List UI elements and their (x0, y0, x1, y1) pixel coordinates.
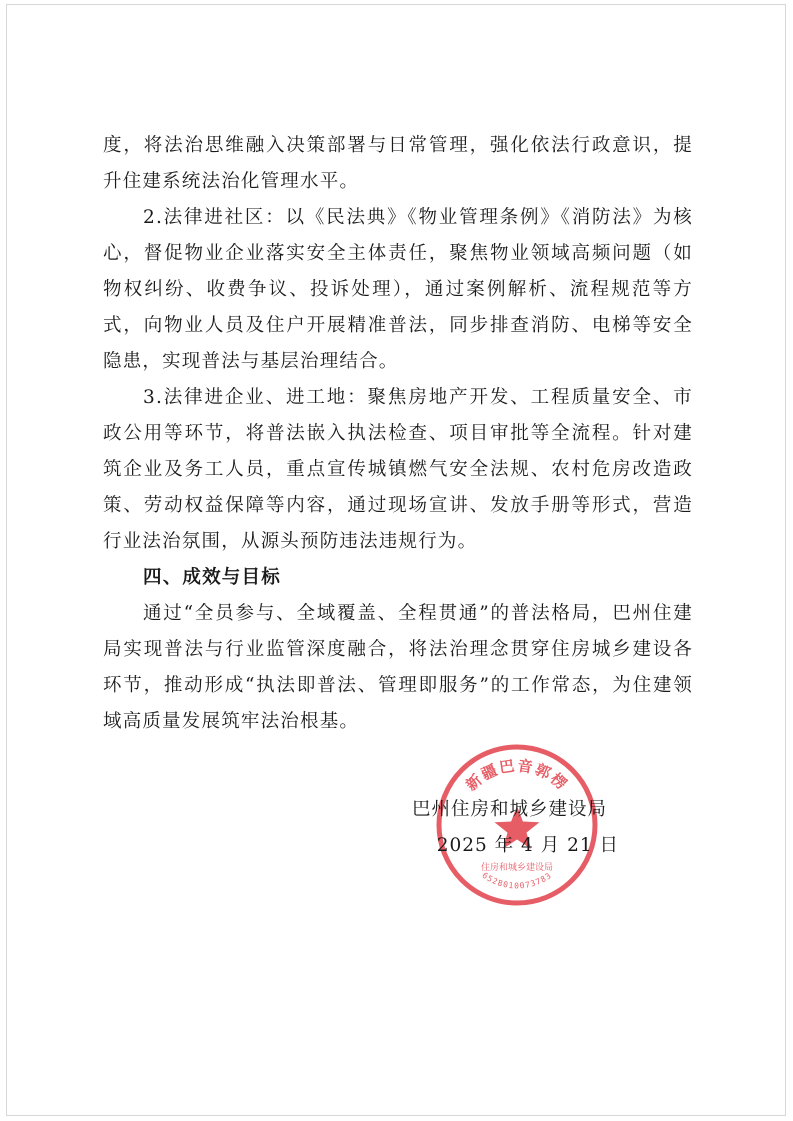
paragraph-1: 度，将法治思维融入决策部署与日常管理，强化依法行政意识，提升住建系统法治化管理水平。 (103, 135, 693, 192)
seal-code-text: 6528010073783 (480, 870, 554, 891)
section-heading: 四、成效与目标 (143, 567, 281, 588)
closing-paragraph: 通过“全员参与、全域覆盖、全程贯通”的普法格局，巴州住建局实现普法与行业监管深度融合，将法治理念贯穿住房城乡建设各环节，推动形成“执法即普法、管理即服务”的工作常态，为住建领域高质量发展筑牢法治根基。 (103, 603, 693, 732)
seal-top-text: 新疆巴音郭楞 (462, 756, 572, 795)
svg-text:6528010073783 (481, 871, 554, 891)
signature-date: 2025 年 4 月 21 日 (436, 835, 619, 856)
signature-block (411, 792, 619, 864)
paragraph-3: 3.法律进企业、进工地：聚焦房地产开发、工程质量安全、市政公用等环节，将普法嵌入执法检查、项目审批等全流程。针对建筑企业及务工人员，重点宣传城镇燃气安全法规、农村危房改造政策、劳动权益保障等内容，通过现场宣讲、发放手册等形式，营造行业法治氛围，从源头预防违法违规行为。 (103, 387, 693, 552)
seal-middle-text: 住房和城乡建设局 (480, 863, 554, 873)
paragraph-2: 2.法律进社区：以《民法典》《物业管理条例》《消防法》为核心，督促物业企业落实安全主体责任，聚焦物业领域高频问题（如物权纠纷、收费争议、投诉处理），通过案例解析、流程规范等方式，向物业人员及住户开展精准普法，同步排查消防、电梯等安全隐患，实现普法与基层治理结合。 (103, 207, 693, 372)
svg-text:新疆巴音郭楞 (462, 757, 571, 795)
document-body (103, 128, 693, 740)
signature-org: 巴州住房和城乡建设局 (411, 799, 607, 820)
